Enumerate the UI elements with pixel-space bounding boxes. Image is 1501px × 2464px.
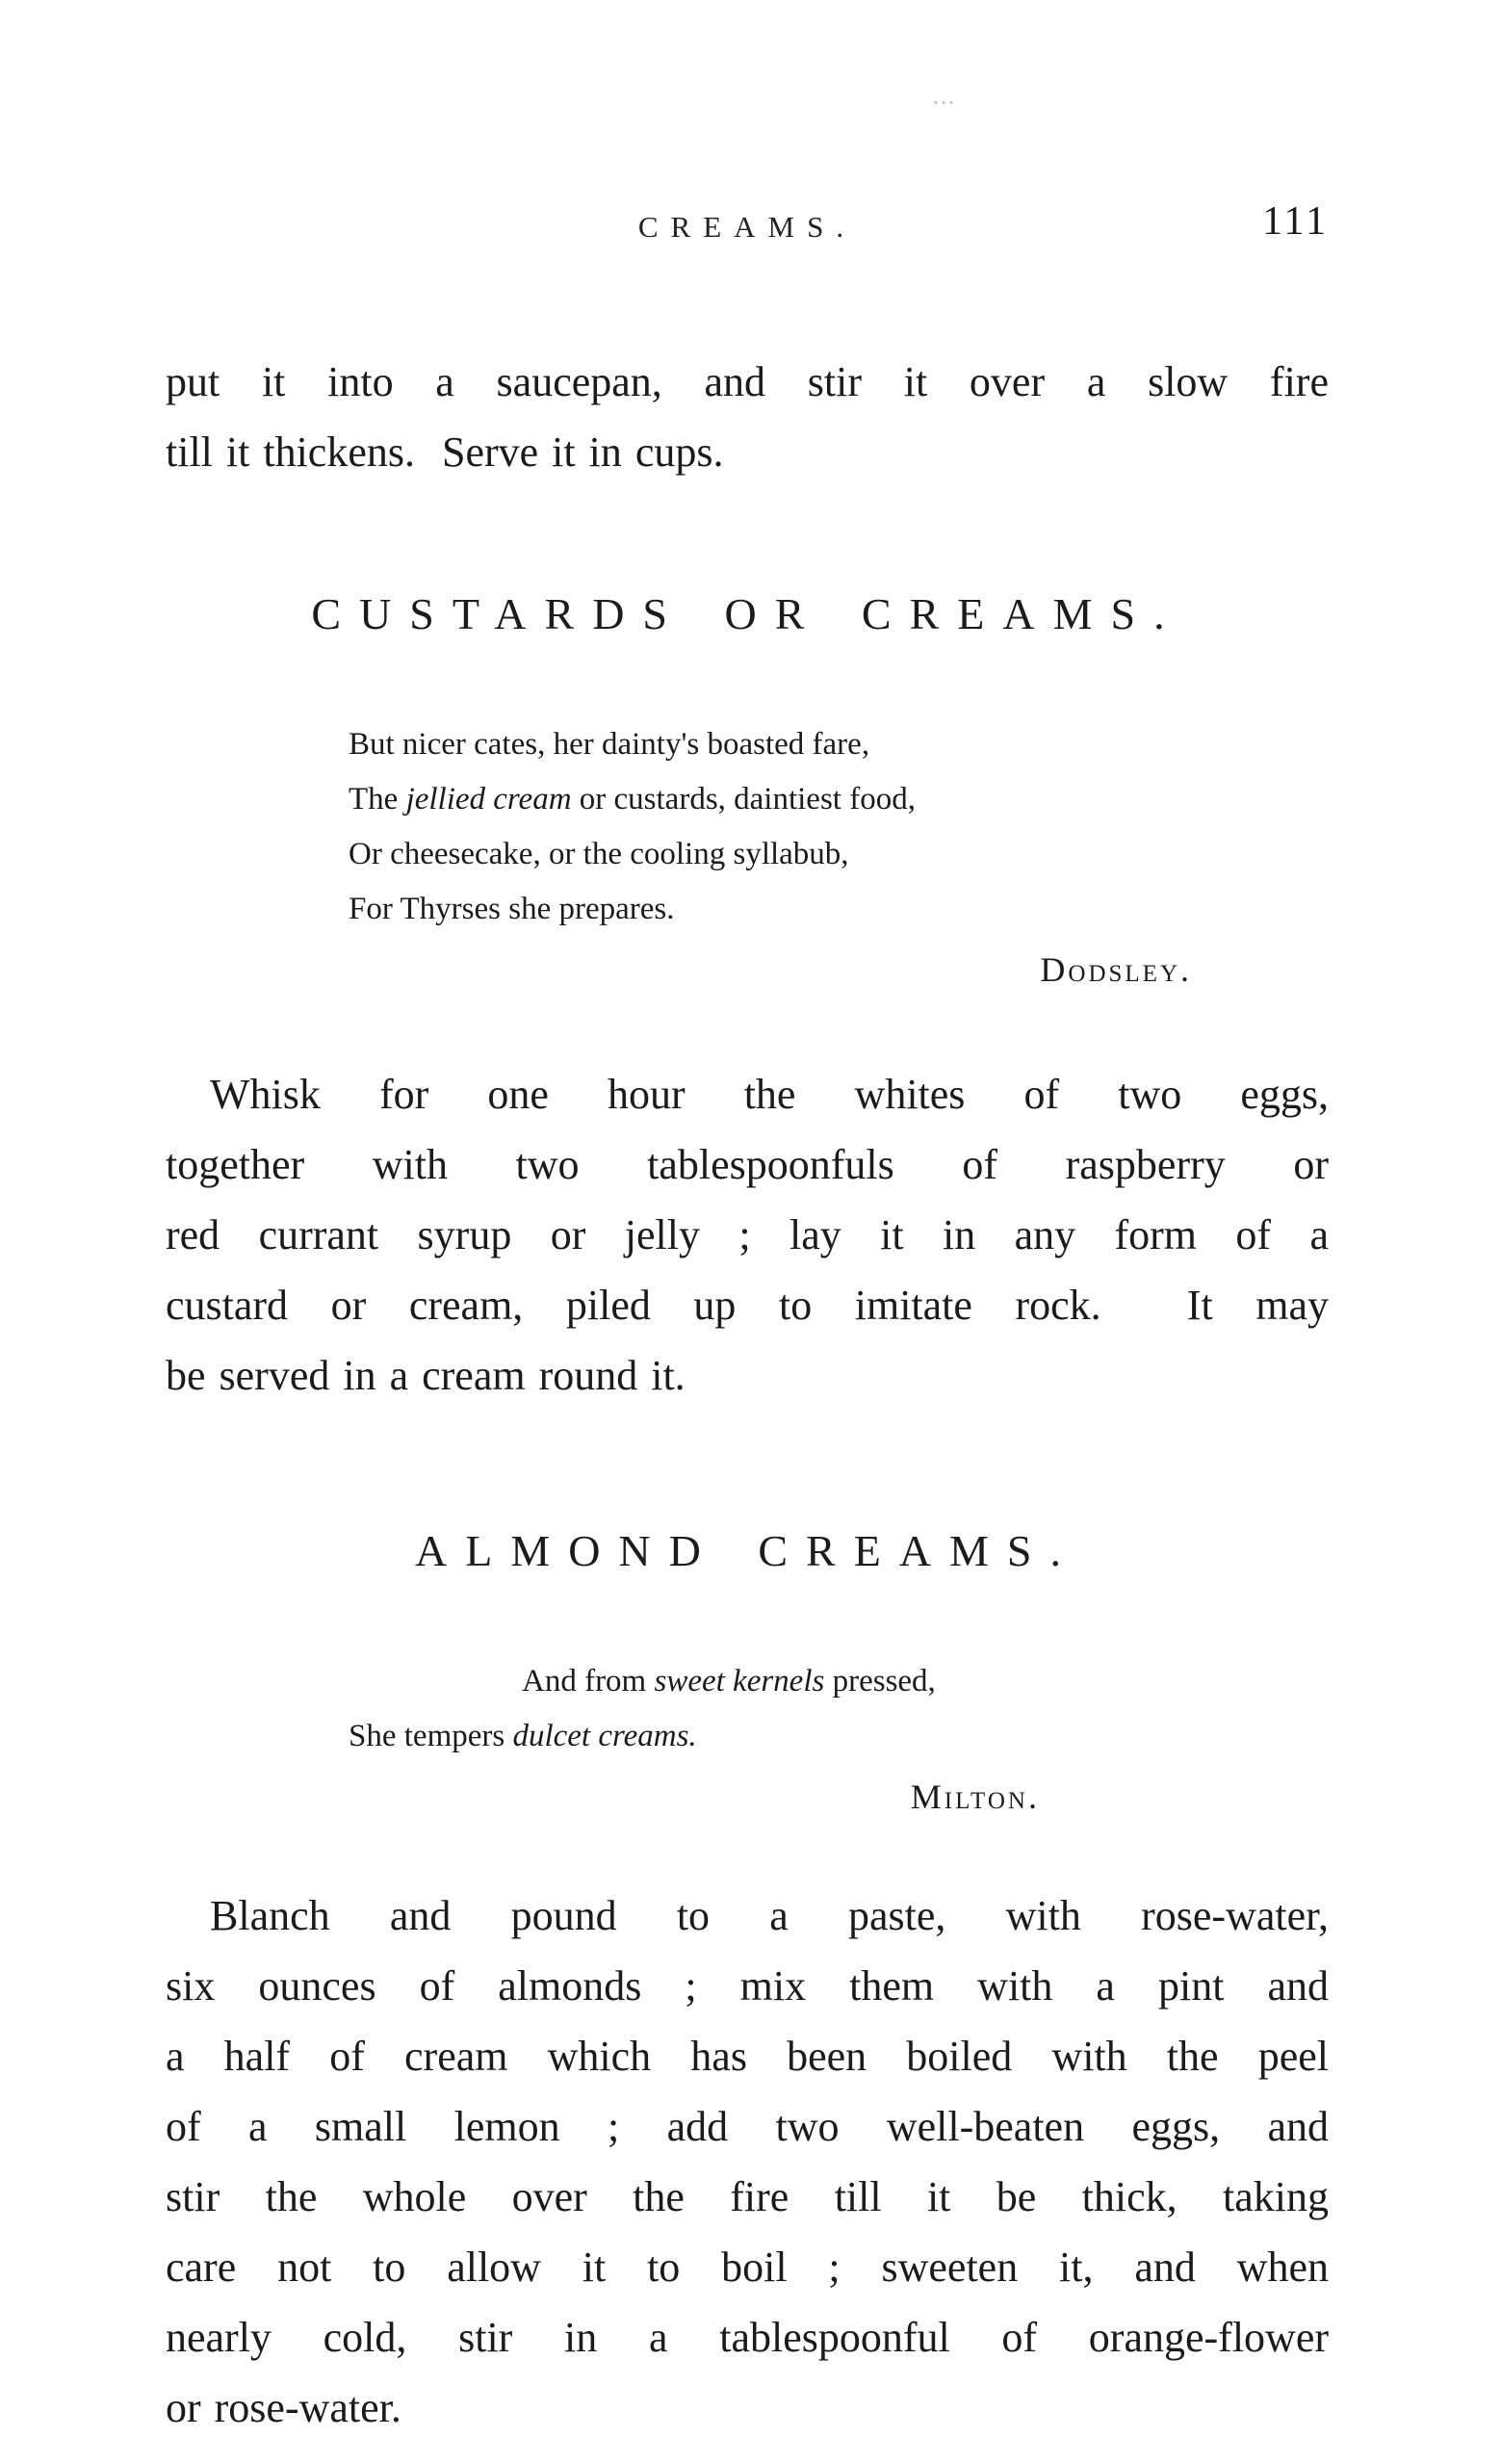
text-line bbox=[349, 1654, 1329, 1709]
text-line bbox=[349, 1709, 1329, 1764]
text-segment: Or cheesecake, or the cooling syllabub, bbox=[349, 837, 849, 872]
text-line: together with two tablespoonfuls of raspberry or bbox=[166, 1141, 1329, 1189]
text-line: stir the whole over the fire till it be thick, taking bbox=[166, 2173, 1329, 2221]
text-line: a half of cream which has been boiled with the peel bbox=[166, 2033, 1329, 2081]
text-line: of a small lemon ; add two well-beaten eggs, and bbox=[166, 2103, 1329, 2151]
scan-artifact: ⋯ bbox=[932, 91, 958, 116]
text-segment: pressed, bbox=[824, 1664, 936, 1699]
text-segment: And from bbox=[522, 1664, 655, 1699]
section-almond-creams bbox=[166, 1524, 1329, 2443]
text-line bbox=[349, 827, 1329, 882]
epigraph-custards bbox=[166, 717, 1329, 998]
text-line: custard or cream, piled up to imitate rock. It may bbox=[166, 1282, 1329, 1330]
running-title: CREAMS. bbox=[637, 210, 857, 244]
epigraph-attribution: Dodsley. bbox=[1040, 950, 1192, 990]
text-line bbox=[349, 882, 1329, 937]
paragraph-intro bbox=[166, 347, 1329, 487]
text-segment: But nicer cates, her dainty's boasted fare, bbox=[349, 727, 870, 763]
text-line: red currant syrup or jelly ; lay it in any form of a bbox=[166, 1211, 1329, 1259]
text-segment: The bbox=[349, 782, 406, 817]
page-header bbox=[166, 198, 1329, 254]
epigraph-verse bbox=[166, 717, 1329, 937]
text-block bbox=[166, 198, 1329, 2443]
text-line: till it thickens. Serve it in cups. bbox=[166, 428, 724, 476]
paragraph-custards-recipe bbox=[166, 1059, 1329, 1411]
italic-text: dulcet creams. bbox=[512, 1719, 697, 1754]
text-line: put it into a saucepan, and stir it over a slow fire bbox=[166, 358, 1329, 405]
text-line: be served in a cream round it. bbox=[166, 1352, 686, 1400]
section-heading-almond: ALMOND CREAMS. bbox=[414, 1526, 1080, 1576]
epigraph-attribution: Milton. bbox=[910, 1777, 1040, 1817]
text-line: Whisk for one hour the whites of two eggs, bbox=[210, 1071, 1329, 1119]
epigraph-verse bbox=[166, 1654, 1329, 1764]
text-line bbox=[349, 772, 1329, 827]
paragraph-almond-recipe bbox=[166, 1880, 1329, 2443]
epigraph-almond bbox=[166, 1654, 1329, 1825]
text-line: nearly cold, stir in a tablespoonful of orange-flower bbox=[166, 2314, 1329, 2362]
text-line: care not to allow it to boil ; sweeten it, and when bbox=[166, 2244, 1329, 2292]
text-segment: She tempers bbox=[349, 1719, 513, 1754]
section-heading-custards: CUSTARDS OR CREAMS. bbox=[311, 589, 1183, 638]
text-line: Blanch and pound to a paste, with rose-water, bbox=[210, 1892, 1329, 1940]
text-line bbox=[349, 717, 1329, 772]
section-custards-or-creams bbox=[166, 587, 1329, 1411]
text-segment: or custards, daintiest food, bbox=[571, 782, 916, 817]
text-line: six ounces of almonds ; mix them with a pint and bbox=[166, 1962, 1329, 2010]
italic-text: jellied cream bbox=[405, 782, 572, 817]
text-line: or rose-water. bbox=[166, 2384, 401, 2432]
text-segment: For Thyrses she prepares. bbox=[349, 892, 675, 927]
page-number: 111 bbox=[1262, 199, 1329, 244]
italic-text: sweet kernels bbox=[654, 1664, 825, 1699]
